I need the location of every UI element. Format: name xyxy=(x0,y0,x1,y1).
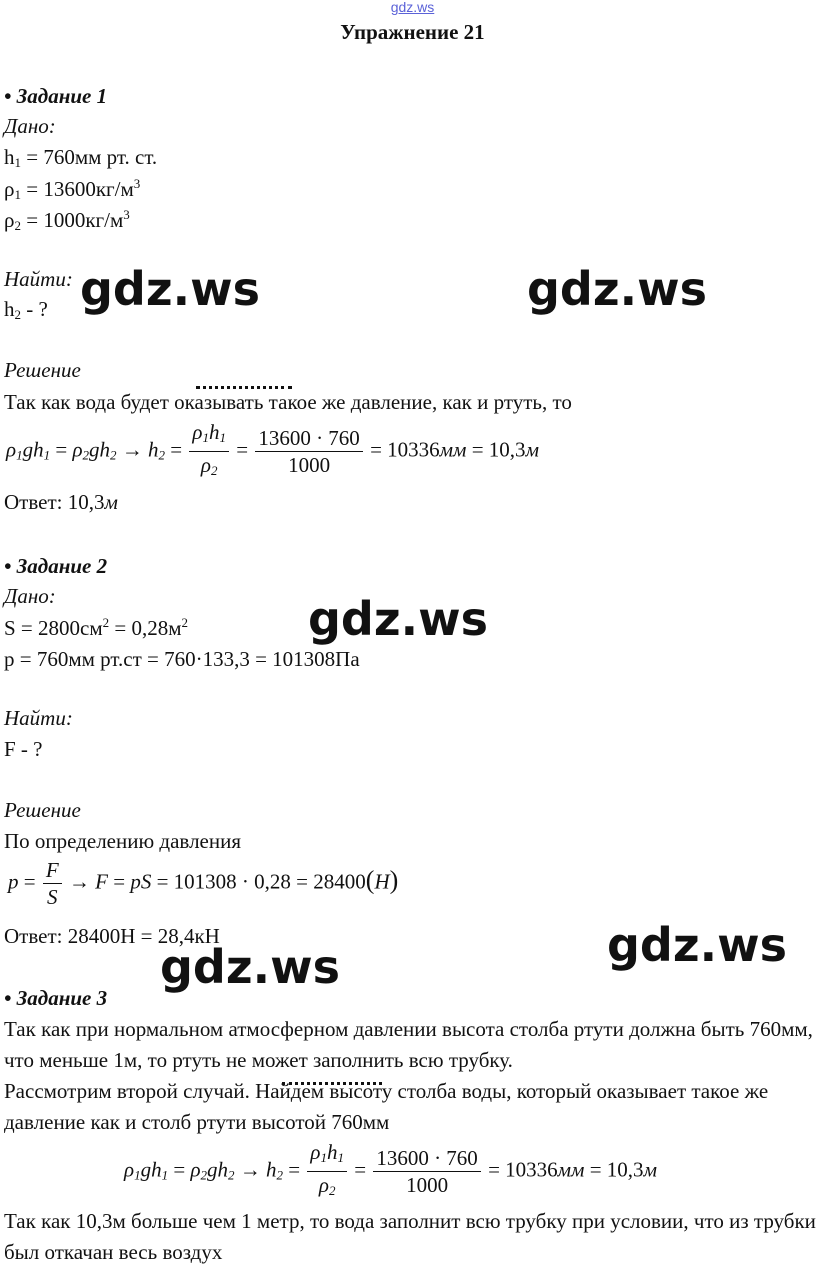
watermark: gdz.ws xyxy=(607,918,787,972)
scribble-mark xyxy=(196,386,292,393)
task1-solution-text: Так как вода будет оказывать такое же давление, как и ртуть, то xyxy=(4,390,572,414)
task3-heading: • Задание 3 xyxy=(4,986,108,1010)
task1-given-rho2: $\rho_2 = 1000кг/м^3$ xyxy=(4,207,130,233)
watermark: gdz.ws xyxy=(527,262,707,316)
task2-solution-text: По определению давления xyxy=(4,829,241,853)
task2-given-p: p = 760мм рт.ст = 760·133,3 = 101308Па xyxy=(4,647,360,671)
task1-answer: Ответ: 10,3м xyxy=(4,490,118,514)
page-title: Упражнение 21 xyxy=(340,20,485,44)
task2-answer: Ответ: 28400Н = 28,4кН xyxy=(4,924,220,948)
task2-formula: p = $\frac{F}{S}$ → F = pS = 101308 · 0,28 = 28400(H) xyxy=(8,858,399,909)
task3-paragraph-3: Так как 10,3м больше чем 1 метр, то вода заполнит всю трубку при условии, что из трубки был откачан весь воздух xyxy=(4,1209,816,1264)
watermark: gdz.ws xyxy=(160,940,340,994)
task2-solution-label: Решение xyxy=(4,798,81,822)
task2-given-s: $S = 2800см^2 = 0,28м^2$ xyxy=(4,615,189,640)
task1-find-label: Найти: xyxy=(4,267,73,291)
task3-formula: $\rho_1gh_1 = \rho_2gh_2 \to h_2$ = $\frac{\rho_1h_1}{\rho_2}$ = $\frac{13600 \cdot 760}{1000}$ = 10336мм = 10,3м xyxy=(124,1140,657,1198)
task2-find: F - ? xyxy=(4,737,43,761)
scribble-mark xyxy=(282,1082,382,1089)
task3-paragraph-2: Рассмотрим второй случай. Найдем высоту столба воды, который оказывает такое же давление как и столб ртути высотой 760мм xyxy=(4,1079,769,1134)
task1-given-rho1: $\rho_1 = 13600кг/м^3$ xyxy=(4,176,141,202)
task3-paragraph-1: Так как при нормальном атмосферном давлении высота столба ртути должна быть 760мм, что меньше 1м, то ртуть не может заполнить всю трубку. xyxy=(4,1017,813,1072)
task1-heading: • Задание 1 xyxy=(4,84,108,108)
task1-find: $h_2$ - ? xyxy=(4,297,48,322)
task2-heading: • Задание 2 xyxy=(4,554,108,578)
top-watermark-link[interactable]: gdz.ws xyxy=(390,0,435,15)
task2-given-label: Дано: xyxy=(4,584,56,608)
task2-find-label: Найти: xyxy=(4,706,73,730)
watermark: gdz.ws xyxy=(308,592,488,646)
task1-given-h1: $h_1 = 760мм$ рт. ст. xyxy=(4,145,158,170)
task1-solution-label: Решение xyxy=(4,358,81,382)
watermark: gdz.ws xyxy=(80,262,260,316)
task1-formula: $\rho_1gh_1 = \rho_2gh_2 \to h_2$ = $\frac{\rho_1h_1}{\rho_2}$ = $\frac{13600 \cdot 760}{1000}$ = 10336мм = 10,3м xyxy=(6,420,539,478)
task1-given-label: Дано: xyxy=(4,114,56,138)
